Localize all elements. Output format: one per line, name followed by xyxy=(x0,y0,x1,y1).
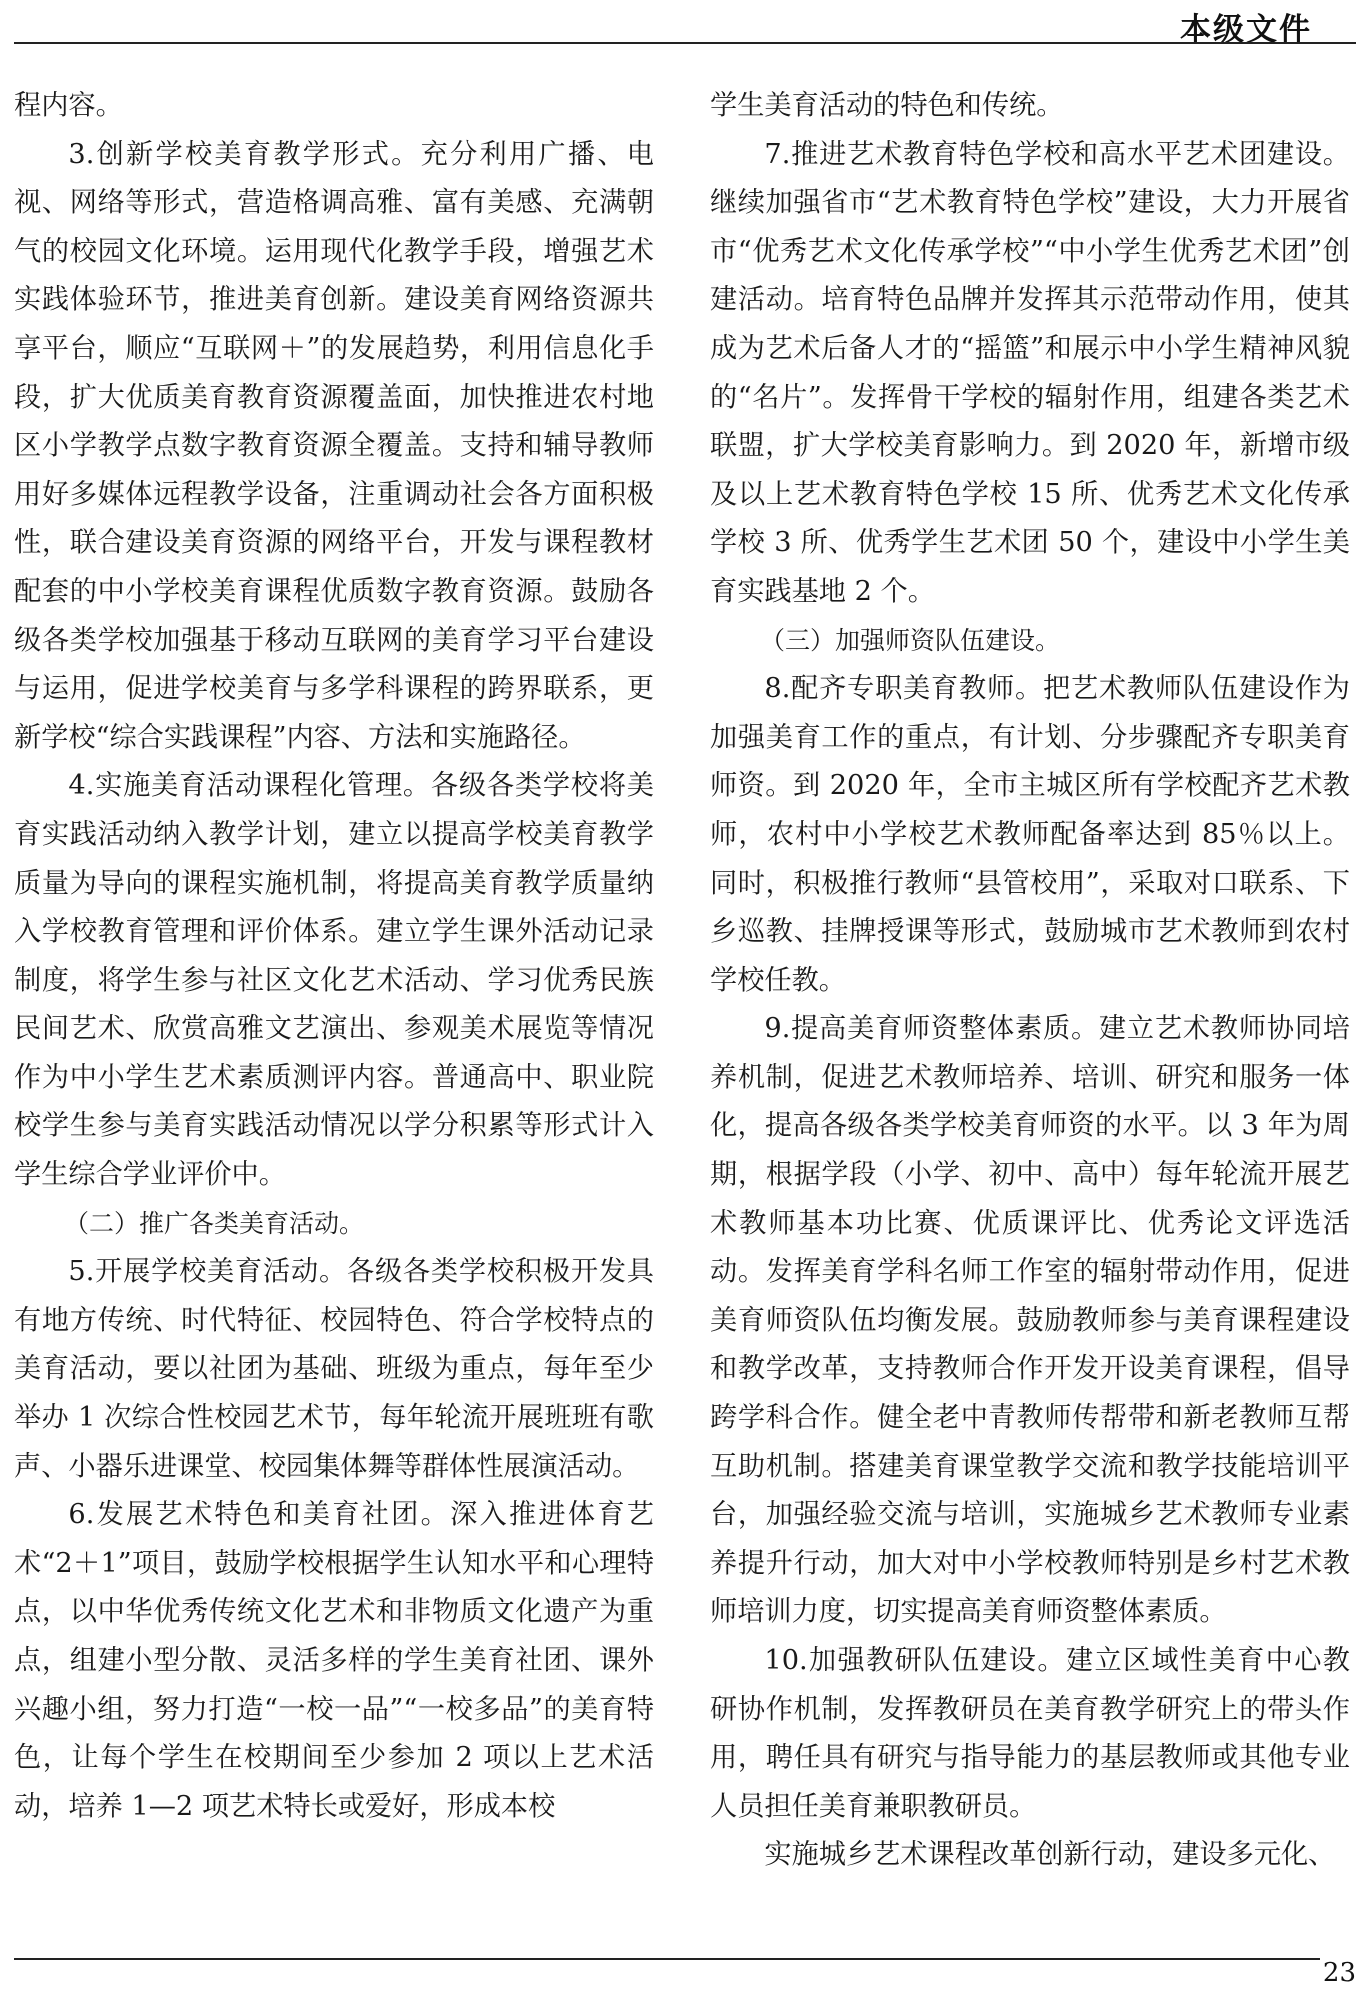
section-heading-3: （三）加强师资队伍建设。 xyxy=(760,625,1061,655)
paragraph-trailing: 实施城乡艺术课程改革创新行动，建设多元化、 xyxy=(764,1839,1336,1871)
paragraph-item-10: 10.加强教研队伍建设。建立区域性美育中心教研协作机制，发挥教研员在美育教学研究上的带头作用，聘任具有研究与指导能力的基层教师或其他专业人员担任美育兼职教研员。 xyxy=(710,1645,1350,1822)
paragraph-item-7: 7.推进艺术教育特色学校和高水平艺术团建设。继续加强省市“艺术教育特色学校”建设，大力开展省市“优秀艺术文化传承学校”“中小学生优秀艺术团”创建活动。培育特色品牌并发挥其示范带动作用，使其成为艺术后备人才的“摇篮”和展示中小学生精神风貌的“名片”。发挥骨干学校的辐射作用，组建各类艺术联盟，扩大学校美育影响力。到 2020 年，新增市级及以上艺术教育特色学校 15 所、优秀艺术文化传承学校 3 所、优秀学生艺术团 50 个，建设中小学生美育实践基地 2 个。 xyxy=(710,138,1350,607)
paragraph-continuation: 程内容。 xyxy=(14,90,123,121)
header-rule xyxy=(14,42,1356,44)
paragraph-item-8: 8.配齐专职美育教师。把艺术教师队伍建设作为加强美育工作的重点，有计划、分步骤配齐专职美育师资。到 2020 年，全市主城区所有学校配齐艺术教师，农村中小学校艺术教师配备率达到 85％以上。同时，积极推行教师“县管校用”，采取对口联系、下乡巡教、挂牌授课等形式，鼓励城市艺术教师到农村学校任教。 xyxy=(710,673,1350,996)
paragraph-item-9: 9.提高美育师资整体素质。建立艺术教师协同培养机制，促进艺术教师培养、培训、研究和服务一体化，提高各级各类学校美育师资的水平。以 3 年为周期，根据学段（小学、初中、高中）每年轮流开展艺术教师基本功比赛、优质课评比、优秀论文评选活动。发挥美育学科名师工作室的辐射带动作用，促进美育师资队伍均衡发展。鼓励教师参与美育课程建设和教学改革，支持教师合作开发开设美育课程，倡导跨学科合作。健全老中青教师传帮带和新老教师互帮互助机制。搭建美育课堂教学交流和教学技能培训平台，加强经验交流与培训，实施城乡艺术教师专业素养提升行动，加大对中小学校教师特别是乡村艺术教师培训力度，切实提高美育师资整体素质。 xyxy=(710,1013,1350,1628)
left-column xyxy=(14,82,654,1831)
paragraph-item-5: 5.开展学校美育活动。各级各类学校积极开发具有地方传统、时代特征、校园特色、符合学校特点的美育活动，要以社团为基础、班级为重点，每年至少举办 1 次综合性校园艺术节，每年轮流开展班班有歌声、小器乐进课堂、校园集体舞等群体性展演活动。 xyxy=(14,1256,654,1482)
paragraph-item-3: 3.创新学校美育教学形式。充分利用广播、电视、网络等形式，营造格调高雅、富有美感、充满朝气的校园文化环境。运用现代化教学手段，增强艺术实践体验环节，推进美育创新。建设美育网络资源共享平台，顺应“互联网＋”的发展趋势，利用信息化手段，扩大优质美育教育资源覆盖面，加快推进农村地区小学教学点数字教育资源全覆盖。支持和辅导教师用好多媒体远程教学设备，注重调动社会各方面积极性，联合建设美育资源的网络平台，开发与课程教材配套的中小学校美育课程优质数字教育资源。鼓励各级各类学校加强基于移动互联网的美育学习平台建设与运用，促进学校美育与多学科课程的跨界联系，更新学校“综合实践课程”内容、方法和实施路径。 xyxy=(14,138,654,753)
section-heading-2: （二）推广各类美育活动。 xyxy=(64,1208,365,1238)
right-column xyxy=(710,82,1350,1880)
paragraph-continuation: 学生美育活动的特色和传统。 xyxy=(710,90,1064,121)
paragraph-item-4: 4.实施美育活动课程化管理。各级各类学校将美育实践活动纳入教学计划，建立以提高学校美育教学质量为导向的课程实施机制，将提高美育教学质量纳入学校教育管理和评价体系。建立学生课外活动记录制度，将学生参与社区文化艺术活动、学习优秀民族民间艺术、欣赏高雅文艺演出、参观美术展览等情况作为中小学生艺术素质测评内容。普通高中、职业院校学生参与美育实践活动情况以学分积累等形式计入学生综合学业评价中。 xyxy=(14,770,654,1191)
paragraph-item-6: 6.发展艺术特色和美育社团。深入推进体育艺术“2＋1”项目，鼓励学校根据学生认知水平和心理特点，以中华优秀传统文化艺术和非物质文化遗产为重点，组建小型分散、灵活多样的学生美育社团、课外兴趣小组，努力打造“一校一品”“一校多品”的美育特色，让每个学生在校期间至少参加 2 项以上艺术活动，培养 1—2 项艺术特长或爱好，形成本校 xyxy=(14,1499,654,1822)
running-header: 本级文件 xyxy=(1180,12,1312,48)
footer-rule xyxy=(14,1958,1320,1960)
page-number: 23 xyxy=(1322,1958,1356,1988)
